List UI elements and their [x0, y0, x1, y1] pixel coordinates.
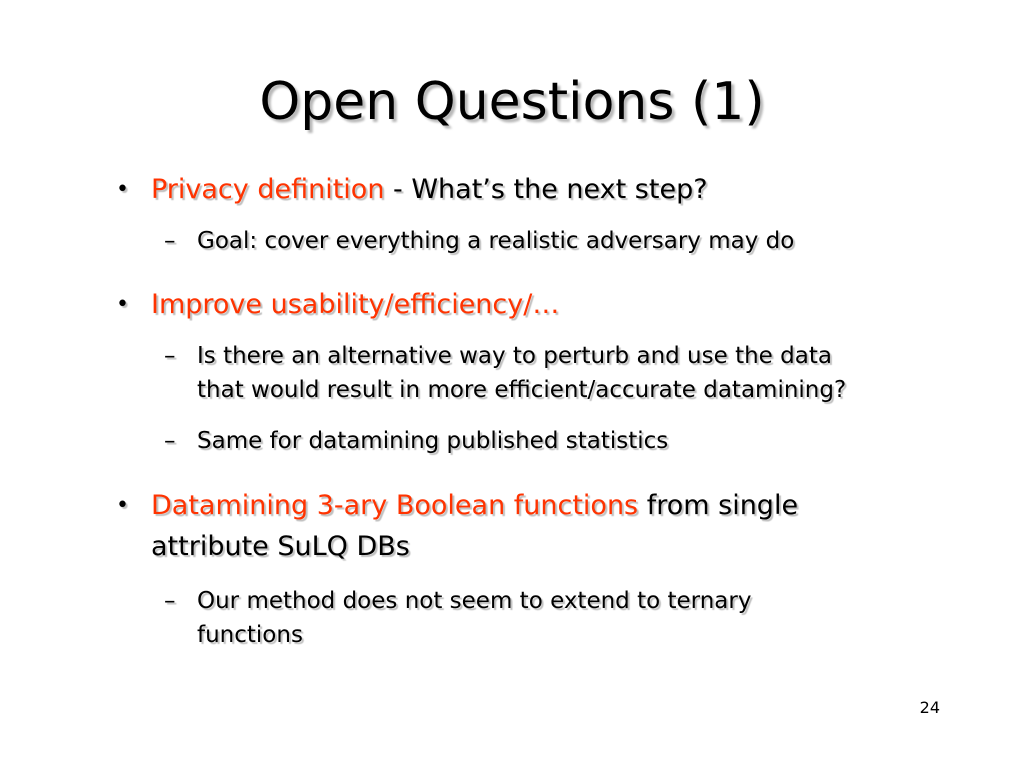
bullet-item-usability: Improve usability/efficiency/…: [151, 289, 560, 320]
bullet-highlight: Datamining 3-ary Boolean functions: [151, 490, 639, 521]
sub-bullet-marker: –: [164, 343, 176, 369]
sub-bullet-alternative-line2: that would result in more efficient/accurate datamining?: [197, 377, 847, 403]
sub-bullet-marker: –: [164, 428, 176, 454]
bullet-marker: •: [116, 292, 129, 317]
sub-bullet-marker: –: [164, 588, 176, 614]
sub-bullet-marker: –: [164, 228, 176, 254]
page-number: 24: [919, 698, 940, 717]
sub-bullet-alternative-line1: Is there an alternative way to perturb and use the data: [197, 343, 832, 369]
slide-title: Open Questions (1): [259, 72, 765, 132]
bullet-text: - What’s the next step?: [384, 174, 708, 205]
bullet-item-datamining-line2: attribute SuLQ DBs: [151, 531, 410, 562]
sub-bullet-goal: Goal: cover everything a realistic adversary may do: [197, 228, 795, 254]
sub-bullet-statistics: Same for datamining published statistics: [197, 428, 669, 454]
bullet-marker: •: [116, 177, 129, 202]
bullet-text: from single: [638, 490, 799, 521]
bullet-item-datamining-line1: [151, 486, 798, 526]
sub-bullet-method-line2: functions: [197, 622, 303, 648]
sub-bullet-method-line1: Our method does not seem to extend to ternary: [197, 588, 752, 614]
bullet-marker: •: [116, 493, 129, 518]
bullet-item-privacy: [151, 170, 708, 210]
bullet-highlight: Privacy definition: [151, 174, 385, 205]
